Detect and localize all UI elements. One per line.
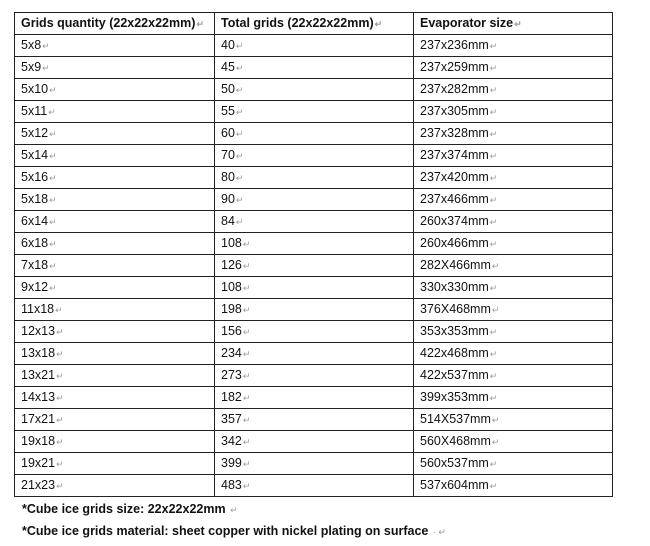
cell-evaporator-size: 330x330mm↵ [414,277,613,299]
cell-total-grids: 357↵ [215,409,414,431]
cell-evaporator-size: 353x353mm↵ [414,321,613,343]
cell-evaporator-size: 376X468mm↵ [414,299,613,321]
cell-evaporator-size: 560x537mm↵ [414,453,613,475]
table-row [15,101,613,123]
cell-evaporator-size: 399x353mm↵ [414,387,613,409]
cell-total-grids: 182↵ [215,387,414,409]
cell-total-grids: 156↵ [215,321,414,343]
table-row [15,365,613,387]
cell-evaporator-size: 560X468mm↵ [414,431,613,453]
table-row [15,123,613,145]
cell-total-grids: 198↵ [215,299,414,321]
cell-grids-quantity: 5x16↵ [15,167,215,189]
table-row [15,57,613,79]
table-row [15,79,613,101]
table-row [15,35,613,57]
table-row [15,167,613,189]
table-body [15,35,613,497]
cell-evaporator-size: 537x604mm↵ [414,475,613,497]
cell-grids-quantity: 5x18↵ [15,189,215,211]
table-row [15,475,613,497]
header-total-grids: Total grids (22x22x22mm)↵ [215,13,414,35]
cell-evaporator-size: 237x374mm↵ [414,145,613,167]
cell-total-grids: 90↵ [215,189,414,211]
cell-grids-quantity: 19x18↵ [15,431,215,453]
header-grids-quantity: Grids quantity (22x22x22mm)↵ [15,13,215,35]
cell-total-grids: 45↵ [215,57,414,79]
cell-evaporator-size: 237x236mm↵ [414,35,613,57]
cell-evaporator-size: 237x282mm↵ [414,79,613,101]
table-row [15,145,613,167]
cell-grids-quantity: 13x21↵ [15,365,215,387]
cell-evaporator-size: 514X537mm↵ [414,409,613,431]
table-row [15,453,613,475]
cell-total-grids: 55↵ [215,101,414,123]
cell-evaporator-size: 422x537mm↵ [414,365,613,387]
note-grid-size: *Cube ice grids size: 22x22x22mm ↵ [22,502,238,516]
cell-evaporator-size: 237x328mm↵ [414,123,613,145]
cell-grids-quantity: 5x12↵ [15,123,215,145]
cell-evaporator-size: 260x466mm↵ [414,233,613,255]
cell-grids-quantity: 7x18↵ [15,255,215,277]
cell-total-grids: 108↵ [215,233,414,255]
table-row [15,387,613,409]
evaporator-size-table [14,12,613,497]
table-row [15,409,613,431]
table-row [15,431,613,453]
table-row [15,277,613,299]
cell-evaporator-size: 422x468mm↵ [414,343,613,365]
cell-grids-quantity: 21x23↵ [15,475,215,497]
table-row [15,189,613,211]
cell-evaporator-size: 282X466mm↵ [414,255,613,277]
table-row [15,299,613,321]
cell-total-grids: 108↵ [215,277,414,299]
cell-grids-quantity: 5x10↵ [15,79,215,101]
note-grid-material: *Cube ice grids material: sheet copper with nickel plating on surface · ↵ [22,524,446,538]
cell-evaporator-size: 260x374mm↵ [414,211,613,233]
cell-grids-quantity: 6x14↵ [15,211,215,233]
cell-evaporator-size: 237x466mm↵ [414,189,613,211]
cell-total-grids: 273↵ [215,365,414,387]
cell-grids-quantity: 11x18↵ [15,299,215,321]
cell-grids-quantity: 6x18↵ [15,233,215,255]
cell-total-grids: 40↵ [215,35,414,57]
cell-grids-quantity: 9x12↵ [15,277,215,299]
cell-grids-quantity: 5x9↵ [15,57,215,79]
table-row [15,233,613,255]
cell-grids-quantity: 12x13↵ [15,321,215,343]
notes [22,498,446,542]
cell-grids-quantity: 17x21↵ [15,409,215,431]
cell-grids-quantity: 5x8↵ [15,35,215,57]
table-row [15,321,613,343]
cell-evaporator-size: 237x259mm↵ [414,57,613,79]
cell-total-grids: 483↵ [215,475,414,497]
cell-total-grids: 84↵ [215,211,414,233]
table-row [15,343,613,365]
table-header-row [15,13,613,35]
cell-grids-quantity: 14x13↵ [15,387,215,409]
cell-grids-quantity: 5x14↵ [15,145,215,167]
cell-total-grids: 50↵ [215,79,414,101]
cell-total-grids: 126↵ [215,255,414,277]
header-evaporator-size: Evaporator size↵ [414,13,613,35]
cell-total-grids: 80↵ [215,167,414,189]
table-row [15,211,613,233]
cell-total-grids: 234↵ [215,343,414,365]
cell-total-grids: 399↵ [215,453,414,475]
cell-evaporator-size: 237x420mm↵ [414,167,613,189]
table-row [15,255,613,277]
cell-grids-quantity: 5x11↵ [15,101,215,123]
cell-evaporator-size: 237x305mm↵ [414,101,613,123]
cell-grids-quantity: 19x21↵ [15,453,215,475]
cell-total-grids: 60↵ [215,123,414,145]
cell-grids-quantity: 13x18↵ [15,343,215,365]
cell-total-grids: 342↵ [215,431,414,453]
cell-total-grids: 70↵ [215,145,414,167]
